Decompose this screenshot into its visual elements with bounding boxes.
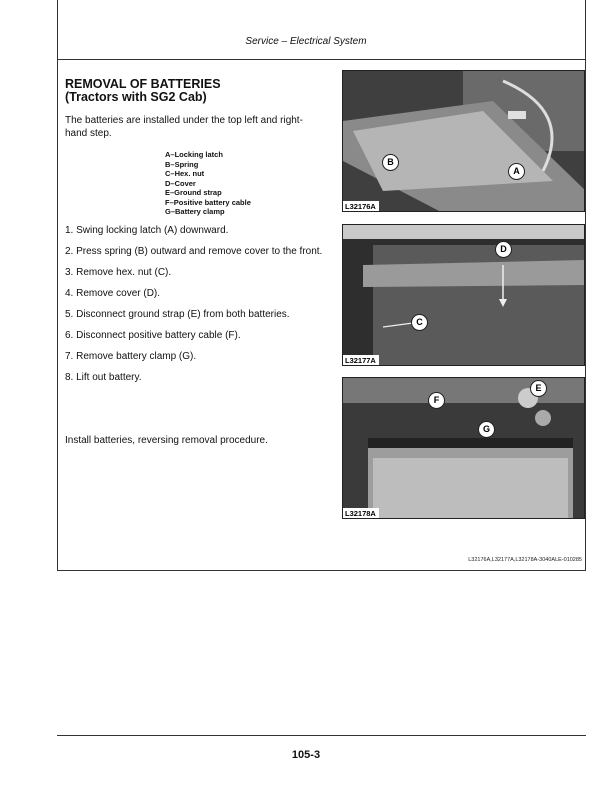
- photo-1-illustration: [343, 71, 585, 212]
- procedure-steps: [65, 224, 325, 392]
- figure-photo-3: [342, 377, 585, 519]
- section-heading: [65, 78, 325, 104]
- figure-label-1: L32176A: [343, 201, 379, 211]
- procedure-step: 2. Press spring (B) outward and remove cover to the front.: [65, 246, 323, 257]
- legend-item: A–Locking latch: [165, 150, 223, 159]
- callout-c: C: [411, 314, 428, 331]
- figure-photo-2: [342, 224, 585, 366]
- legend-item: G–Battery clamp: [165, 207, 225, 216]
- photo-2-illustration: [343, 225, 585, 366]
- footer-rule: [57, 735, 586, 736]
- procedure-step: 8. Lift out battery.: [65, 372, 142, 383]
- callout-g: G: [478, 421, 495, 438]
- callout-f: F: [428, 392, 445, 409]
- procedure-step: 6. Disconnect positive battery cable (F).: [65, 330, 241, 341]
- header-rule-right: [585, 0, 586, 59]
- legend-item: E–Ground strap: [165, 188, 222, 197]
- procedure-step: 5. Disconnect ground strap (E) from both batteries.: [65, 309, 290, 320]
- page-number: 105-3: [291, 749, 321, 761]
- photo-3-illustration: [343, 378, 585, 519]
- callout-e: E: [530, 380, 547, 397]
- callout-b: B: [382, 154, 399, 171]
- running-header: Service – Electrical System: [245, 36, 367, 47]
- callout-legend: [165, 150, 251, 217]
- section-heading-line-2: (Tractors with SG2 Cab): [65, 90, 207, 104]
- callout-d: D: [495, 241, 512, 258]
- procedure-step: 4. Remove cover (D).: [65, 288, 161, 299]
- procedure-step: 1. Swing locking latch (A) downward.: [65, 225, 229, 236]
- intro-paragraph: The batteries are installed under the top left and right-hand step.: [65, 115, 303, 139]
- figure-photo-1: [342, 70, 585, 212]
- legend-item: F–Positive battery cable: [165, 197, 251, 207]
- legend-item: D–Cover: [165, 178, 196, 188]
- callout-a: A: [508, 163, 525, 180]
- figure-reference-codes: L32176A,L32177A,L32178A-3040ALE-010285: [468, 557, 582, 563]
- legend-item: C–Hex. nut: [165, 169, 205, 178]
- legend-item: B–Spring: [165, 159, 199, 169]
- figure-label-2: L32177A: [343, 355, 379, 365]
- header-rule-left: [57, 0, 58, 59]
- closing-instruction: Install batteries, reversing removal procedure.: [65, 435, 268, 446]
- section-frame-bottom: [57, 570, 586, 571]
- procedure-step: 7. Remove battery clamp (G).: [65, 351, 197, 362]
- section-heading-line-1: REMOVAL OF BATTERIES: [65, 77, 221, 91]
- procedure-step: 3. Remove hex. nut (C).: [65, 267, 172, 278]
- figure-label-3: L32178A: [343, 508, 379, 518]
